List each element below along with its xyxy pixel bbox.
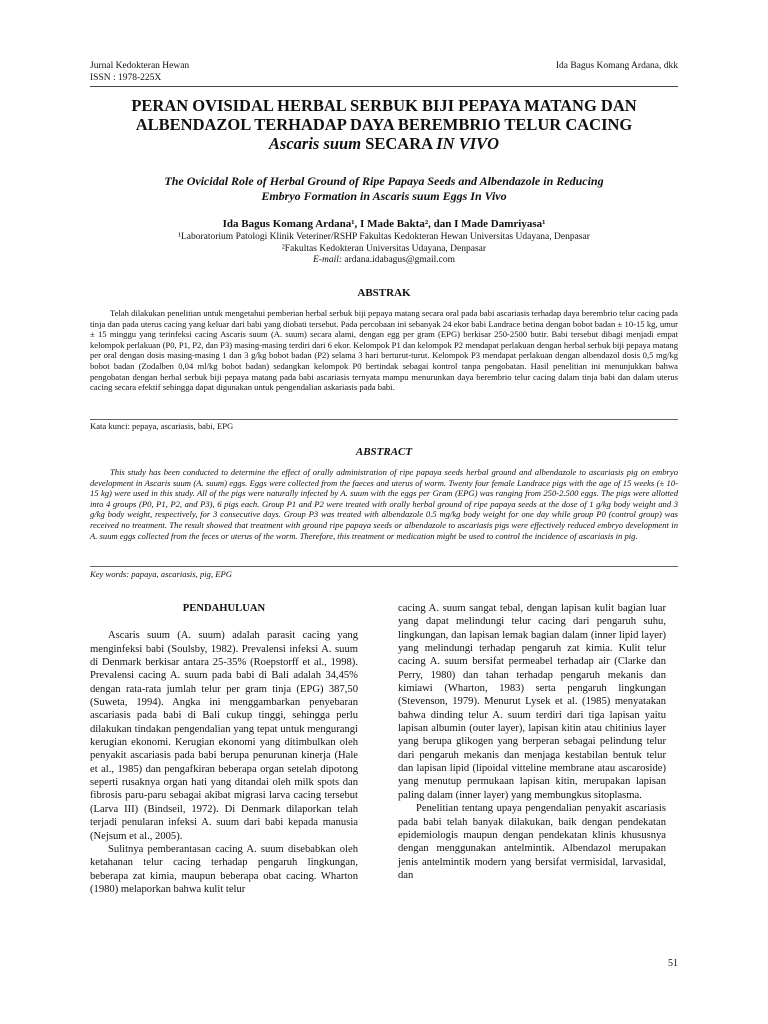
title-in-vivo: IN VIVO (436, 134, 500, 153)
intro-paragraph-2: Sulitnya pemberantasan cacing A. suum disebabkan oleh ketahanan telur cacing terhadap pengaruh lingkungan, beberapa zat kimia, maupun beberapa obat cacing. Wharton (1980) melaporkan bahwa kulit telur (90, 843, 358, 895)
email-line (90, 255, 678, 267)
intro-paragraph-4: Penelitian tentang upaya pengendalian penyakit ascariasis pada babi telah banyak dilakukan, baik dengan pendekatan epidemiologis maupun dengan pendekatan klinis khususnya dengan menggunakan antelmintik. Albendazol merupakan jenis antelmintik modern yang bersifat vermisidal, larvasidal, dan (398, 803, 666, 881)
english-title (90, 174, 678, 204)
english-title-line-2: Embryo Formation in Ascaris suum Eggs In Vivo (261, 189, 507, 203)
abstrak-rule (90, 419, 678, 420)
abstrak-keywords: Kata kunci: pepaya, ascariasis, babi, EPG (90, 421, 234, 431)
abstract-keywords: Key words: papaya, ascariasis, pig, EPG (90, 569, 232, 579)
intro-heading: PENDAHULUAN (182, 603, 266, 614)
page-number: 51 (668, 958, 678, 969)
title-secara: SECARA (361, 134, 437, 153)
header-rule (90, 86, 678, 87)
title-line-1: PERAN OVISIDAL HERBAL SERBUK BIJI PEPAYA MATANG DAN (131, 96, 637, 115)
paper-title (90, 96, 678, 153)
english-title-line-1: The Ovicidal Role of Herbal Ground of Ripe Papaya Seeds and Albendazole in Reducing (164, 174, 604, 188)
title-species: Ascaris suum (268, 134, 362, 153)
column-left (90, 602, 358, 896)
running-header (90, 60, 678, 84)
abstrak-heading: ABSTRAK (357, 287, 411, 299)
email-label: E-mail: (313, 255, 343, 265)
affiliation-1: ¹Laboratorium Patologi Klinik Veteriner/RSHP Fakultas Kedokteran Hewan Universitas Udayana, Denpasar (178, 232, 590, 242)
email-address: ardana.idabagus@gmail.com (342, 255, 455, 265)
intro-paragraph-1: Ascaris suum (A. suum) adalah parasit cacing yang menginfeksi babi (Soulsby, 1982). Prevalensi infeksi A. suum di Denmark berkisar antara 25-35% (Roepstorff et al., 1998). Prevalensi cacing A. suum pada babi di Bali adalah 34,45% dengan rata-rata jumlah telur per gram tinja (EPG) 387,50 (Suweta, 1994). Angka ini menggambarkan penyebaran ascariasis pada babi di Bali cukup tinggi, sehingga perlu dilakukan tindakan pengendalian yang tepat untuk mengurangi kerugian ekonomi. Kerugian ekonomi yang ditimbulkan oleh penyakit ascariasis pada babi berupa penurunan kinerja (Hale et al., 1985) dan pengafkiran beberapa organ setelah dipotong seperti rusaknya organ hati yang ditandai oleh milk spots dan fibrosis paru-paru sebagai akibat migrasi larva cacing tersebut (Larva III) (Bindseil, 1972). Di Denmark dilaporkan telah terjadi penularan infeksi A. suum dari babi kepada manusia (Nejsum et al., 2005). (90, 630, 358, 842)
title-line-2: ALBENDAZOL TERHADAP DAYA BEREMBRIO TELUR CACING (135, 115, 633, 134)
affiliation-2: ²Fakultas Kedokteran Universitas Udayana, Denpasar (281, 243, 487, 254)
column-right (398, 602, 666, 882)
journal-name: Jurnal Kedokteran Hewan (90, 61, 190, 71)
header-authors: Ida Bagus Komang Ardana, dkk (555, 61, 678, 71)
title-line-3 (90, 134, 678, 153)
abstract-heading: ABSTRACT (355, 446, 413, 458)
abstract-rule (90, 566, 678, 567)
abstract-text: This study has been conducted to determine the effect of orally administration of ripe papaya seeds herbal ground and albendazole to ascariasis pig on embryo development in Ascaris suum (A. suum) eggs. Eggs were collected from the faeces and uterus of worm. Twenty four female Landrace pigs with the age of 15 weeks (± 10-15 kg) were used in this study. All of the pigs were naturally infected by A. suum with the eggs per Gram (EPG) was ranging from 250-2.500 eggs. The pigs were allotted into 4 groups (P0, P1, P2, and P3), 6 pigs each. Group P1 and P2 were treated with orally herbal ground of ripe papaya seeds at the dose of 1 g/kg body weight and 3 g/kg body weight, respectively, for 3 consecutive days. Group P3 was treated with albendazole 0.5 mg/kg body weight for one day while group P0 (control group) was received no treatment. The result showed that treatment with ground ripe papaya seeds or albendazole to ascariasis pigs were effectively reduced embryo development in A. suum eggs collected from the feces or uterus of the worm. Therefore, this treatment or medication might be used to control the incidence of ascariasis in pig. (90, 467, 678, 541)
abstrak-text: Telah dilakukan penelitian untuk mengetahui pemberian herbal serbuk biji pepaya matang secara oral pada babi ascariasis terhadap daya berembrio telur cacing pada tinja dan pada uterus cacing yang keluar dari babi yang diobati tersebut. Pada percobaan ini sebanyak 24 ekor babi Landrace betina dengan bobot badan ± 10-15 kg, umur ± 15 minggu yang terinfeksi cacing Ascaris suum (A. suum) secara alami, dengan egg per gram (EPG) berkisar 250-2500 butir. Babi tersebut dibagi menjadi empat kelompok perlakuan (P0, P1, P2, dan P3) masing-masing terdiri dari 6 ekor. Kelompok P1 dan kelompok P2 mendapat perlakuan dengan herbal serbuk biji pepaya matang per oral dengan dosis masing-masing 1 dan 3 g/kg bobot badan (P2) selama 3 hari berturut-turut. Kelompok P3 mendapat perlakuan dengan albendazol dosis 0,5 mg/kg bobot badan (Zodalben 0,04 ml/kg bobot badan) sedangkan kelompok P0 bertindak sebagai kontrol tanpa pengobatan. Hasil penelitian ini menunjukkan bahwa pengobatan dengan herbal serbuk biji pepaya matang pada babi ascariasis ternyata mampu menurunkan daya berembrio telur cacing dalam tinja babi dan dalam uterus cacing secara efektif sehingga dapat digunakan untuk pengendalian askariasis pada babi. (90, 308, 678, 393)
author-names: Ida Bagus Komang Ardana¹, I Made Bakta², dan I Made Damriyasa¹ (222, 218, 546, 230)
author-block (90, 218, 678, 267)
issn: ISSN : 1978-225X (90, 73, 162, 83)
intro-paragraph-3: cacing A. suum sangat tebal, dengan lapisan kulit bagian luar yang dapat melindungi telur cacing dari pengaruh suhu, lingkungan, dan lapisan lemak bagian dalam (inner lipid layer) yang melindungi terhadap pengaruh zat kimia. Kulit telur cacing A. suum bersifat permeabel terhadap air (Clarke dan Perry, 1980) dan tahan terhadap pengaruh mekanis dan kimiawi (Wharton, 1983) serta pengaruh lingkungan (Stevenson, 1979). Menurut Lysek et al. (1985) menyatakan bahwa dinding telur A. suum terdiri dari tiga lapisan yaitu lapisan albumin (outer layer), lapisan kitin atau chitinius layer yang berupa glikogen yang berperan sebagai pelindung telur dari pengaruh mekanis dan menjaga kestabilan bentuk telur dan lapisan lipid (lipoidal vitteline membrane atau ascaroside) yang menutup permukaan lapisan kitin, merupakan lapisan paling dalam (inner layer) yang membungkus sitoplasma. (398, 603, 666, 801)
